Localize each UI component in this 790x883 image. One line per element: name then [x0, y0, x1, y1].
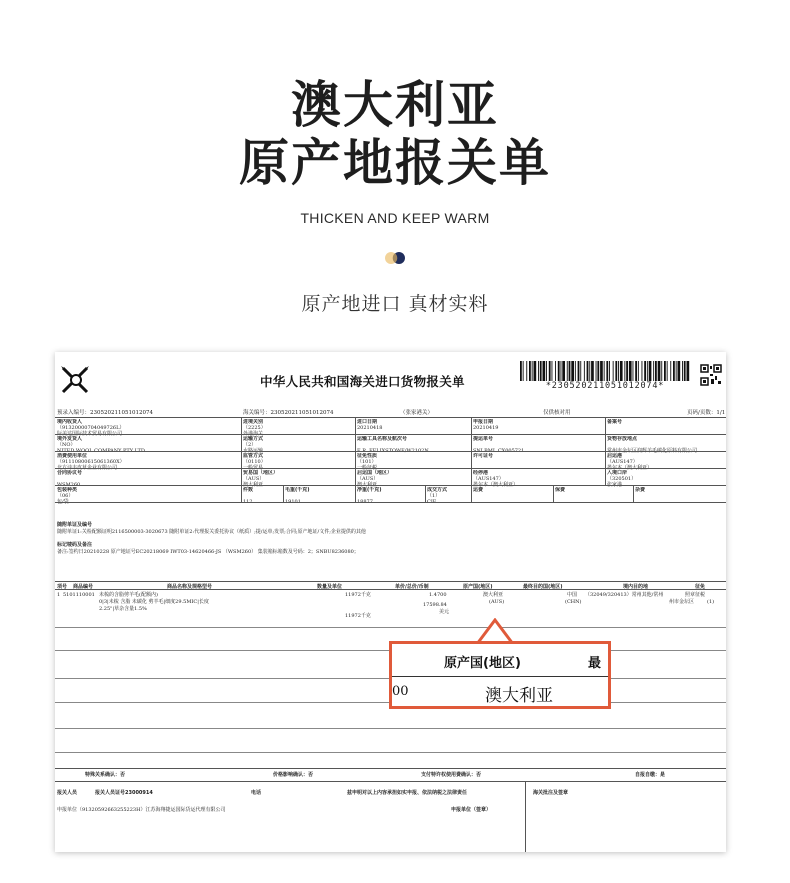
barcode-bar: [615, 361, 617, 381]
barcode-bar: [635, 361, 637, 381]
divider: [55, 627, 726, 628]
grid-cell-label: 境内收货人: [57, 419, 83, 425]
grid-cell-value: 墨尔本（澳大利亚）: [607, 465, 653, 471]
goods-header-destination: 最终目的国(地区): [523, 584, 563, 590]
grid-cell-label: 净重(千克): [357, 487, 382, 493]
callout-origin-value: 澳大利亚: [485, 686, 553, 706]
grid-cell-code: 20210419: [473, 425, 499, 431]
grid-cell-value: 外港海关: [243, 431, 264, 437]
declarant: 报关人员: [57, 790, 78, 796]
grid-column-line: [241, 485, 242, 502]
grid-cell-value: 澳大利亚: [357, 482, 378, 488]
goods-domestic-dest-2: 州市金坛区: [669, 599, 695, 605]
barcode-bar: [655, 361, 657, 381]
origin-callout: [389, 641, 611, 709]
barcode-bar: [613, 361, 614, 381]
attached-documents-text: 随附单证1:关检配额证明2116500003-3020673 随附单证2:代理报关委托协议（纸质）;提/运单;发票;合同;原产地证/文件;企业提供的其他: [57, 528, 366, 535]
barcode-bar: [526, 361, 527, 381]
grid-cell-label: 保费: [555, 487, 566, 493]
callout-left-value: 00: [392, 684, 409, 699]
grid-cell-value: 北方诗丰皮草企业有限公司: [57, 465, 118, 471]
marks-label: 标记唛码及备注: [57, 542, 93, 548]
grid-cell-label: 消费使用单位: [57, 453, 88, 459]
grid-column-line: [283, 485, 284, 502]
grid-cell-code: （NO）: [57, 442, 76, 448]
goods-item-number: 1: [57, 592, 61, 598]
attached-documents: [57, 522, 366, 535]
grid-row-line: [55, 451, 726, 452]
declarant-number: 报关人员证号23000914: [95, 790, 153, 796]
grid-cell-code: （91110800615061360X）: [57, 459, 125, 465]
grid-cell-code: （AUS147）: [607, 459, 638, 465]
grid-cell: [473, 419, 605, 431]
grid-cell: [357, 419, 471, 431]
barcode-bar: [629, 361, 632, 381]
grid-row-line: [55, 434, 726, 435]
grid-column-line: [425, 485, 426, 502]
barcode-bar: [596, 361, 597, 381]
barcode-bar: [578, 361, 580, 381]
grid-cell-value: 澳大利亚: [243, 482, 264, 488]
barcode-bar: [664, 361, 666, 381]
goods-header-item: 项号: [57, 584, 68, 590]
barcode-bar: [661, 361, 662, 381]
barcode-bar: [591, 361, 594, 381]
declare-unit: 申报单位（91320592663255223H）江苏海翔捷运国际货运代理有限公司: [57, 807, 226, 813]
customs-declaration-document: [55, 352, 726, 852]
barcode-bar: [687, 361, 690, 381]
goods-header-tax: 征免: [695, 584, 706, 590]
barcode-number: *230520211051012074*: [545, 381, 665, 391]
barcode-bar: [549, 361, 551, 381]
grid-cell-code: （0110）: [243, 459, 266, 465]
grid-cell-label: 许可证号: [473, 453, 494, 459]
grid-cell-value: 19101: [285, 499, 301, 505]
pre-entry-number: 预录入编号：230520211051012074: [57, 410, 153, 416]
grid-cell-value: CIF: [427, 499, 437, 505]
barcode-bar: [558, 361, 560, 381]
barcode-bar: [546, 361, 547, 381]
grid-cell-label: 成交方式: [427, 487, 448, 493]
goods-total-price: 17598.84: [423, 602, 447, 608]
grid-column-line: [633, 485, 634, 502]
divider: [55, 728, 726, 729]
barcode-bar: [670, 361, 671, 381]
page-title-line2: 原产地报关单: [239, 134, 551, 192]
grid-cell-label: 运输方式: [243, 436, 264, 442]
grid-cell-label: 入境口岸: [607, 470, 628, 476]
grid-cell-label: 杂费: [635, 487, 646, 493]
grid-cell-label: 进境关别: [243, 419, 264, 425]
legal-statement: 兹申明对以上内容承担如实申报、依法纳税之法律责任: [347, 790, 468, 796]
barcode-bar: [678, 361, 681, 381]
grid-cell-label: 启运港: [607, 453, 623, 459]
grid-column-line: [471, 468, 472, 485]
grid-cell-label: 进口日期: [357, 419, 378, 425]
barcode-bar: [676, 361, 677, 381]
grid-cell-value: 墨尔本（澳大利亚）: [473, 482, 519, 488]
grid-cell-label: 贸易国（地区）: [243, 470, 279, 476]
grid-column-line: [471, 417, 472, 434]
barcode-bar: [538, 361, 539, 381]
barcode-bar: [682, 361, 683, 381]
goods-tax-mode: 照章征税: [685, 592, 706, 598]
grid-cell-code: 20210418: [357, 425, 383, 431]
barcode-bar: [649, 361, 652, 381]
grid-cell-value: 际美达国际技术贸易有限公司: [57, 431, 123, 437]
grid-column-line: [605, 468, 606, 485]
divider: [55, 781, 726, 782]
grid-row-line: [55, 468, 726, 469]
grid-cell-code: （101）: [357, 459, 377, 465]
grid-cell: [555, 487, 633, 499]
grid-cell-value: 包/袋: [57, 499, 69, 505]
grid-cell-code: （91320000704049726L）: [57, 425, 125, 431]
barcode-bar: [532, 361, 533, 381]
grid-cell-label: 申报日期: [473, 419, 494, 425]
grid-cell-code: （2225）: [243, 425, 266, 431]
barcode-bar: [575, 361, 576, 381]
goods-destination-code: (CHN): [565, 599, 582, 605]
grid-column-line: [471, 434, 472, 451]
grid-cell-value: 一般征税: [357, 465, 378, 471]
divider: [55, 752, 726, 753]
customs-number: 海关编号：230520211051012074: [243, 410, 334, 416]
grid-column-line: [355, 451, 356, 468]
grid-cell-value: 18877: [357, 499, 373, 505]
declare-stamp: 申报单位（签章）: [451, 807, 492, 813]
page-count: 页码/页数：1/1: [687, 410, 726, 416]
marks-text: 备注:签约日20210228 原产地证号EC20218069 IWT03-14620466-JS （WSM260） 集装箱标箱数及号码：2；SNBU8236080；: [57, 548, 359, 555]
grid-cell-label: 件数: [243, 487, 254, 493]
tagline: 原产地进口 真材实料: [301, 293, 489, 315]
goods-header-name: 商品名称及规格型号: [167, 584, 213, 590]
grid-row-line: [55, 417, 726, 418]
divider: [525, 781, 526, 852]
barcode-bar: [540, 361, 542, 381]
grid-cell-label: 征免性质: [357, 453, 378, 459]
grid-column-line: [605, 434, 606, 451]
grid-cell-label: 合同协议号: [57, 470, 83, 476]
barcode-bar: [569, 361, 571, 381]
grid-cell-label: 提运单号: [473, 436, 494, 442]
phone: 电话: [251, 790, 262, 796]
grid-cell-label: 包装种类: [57, 487, 78, 493]
barcode-bar: [561, 361, 562, 381]
barcode-bar: [520, 361, 522, 381]
goods-header-code: 商品编号: [73, 584, 94, 590]
grid-column-line: [471, 485, 472, 502]
goods-header-price: 单价/总价/币制: [395, 584, 429, 590]
grid-cell-label: 运费: [473, 487, 484, 493]
grid-column-line: [355, 485, 356, 502]
grid-cell-label: 运输工具名称及航次号: [357, 436, 408, 442]
barcode-bar: [604, 361, 605, 381]
grid-cell-value: E.R. FELIXSTOWE/W2102N: [357, 448, 429, 454]
barcode-bar: [597, 361, 599, 381]
grid-column-line: [355, 468, 356, 485]
goods-header-origin: 原产国(地区): [463, 584, 493, 590]
goods-domestic-dest-1: （32049/320413）常州其他/常州: [585, 592, 664, 598]
grid-column-line: [241, 451, 242, 468]
grid-cell: [473, 453, 605, 465]
goods-destination: 中国: [567, 592, 578, 598]
customs-note: 海关批注及签章: [533, 790, 569, 796]
barcode-bar: [618, 361, 619, 381]
goods-header-quantity: 数量及单位: [317, 584, 343, 590]
grid-cell-label: 经停港: [473, 470, 489, 476]
grid-cell-code: （2）: [243, 442, 257, 448]
grid-column-line: [241, 468, 242, 485]
grid-column-line: [553, 485, 554, 502]
grid-cell-label: 启运国（地区）: [357, 470, 393, 476]
barcode-bar: [606, 361, 608, 381]
barcode-icon: [520, 361, 690, 381]
barcode-bar: [600, 361, 603, 381]
grid-cell: [473, 487, 553, 499]
barcode-bar: [552, 361, 553, 381]
divider: [55, 768, 726, 769]
verification-note: 仅供核对用: [543, 410, 571, 416]
goods-name-line1: 未梳的含脂剪羊毛(配额内): [99, 592, 158, 598]
decorative-dots-icon: [383, 251, 407, 265]
barcode-bar: [667, 361, 668, 381]
grid-cell-value: 一般贸易: [243, 465, 264, 471]
grid-column-line: [471, 451, 472, 468]
grid-cell-code: （320501）: [607, 476, 637, 482]
goods-quantity-1: 11972千克: [345, 592, 371, 598]
self-declare-confirm: 自报自缴：是: [635, 772, 666, 778]
grid-cell-value: NITED WOOL COMPANY PTY LTD: [57, 448, 145, 454]
goods-currency: 美元: [439, 609, 450, 615]
goods-name-line2: 0|3|未梳 含脂 未碳化 剪羊毛|细度29.5MIC|长度: [99, 599, 209, 605]
page-title-line1: 澳大利亚: [291, 76, 499, 134]
barcode-bar: [580, 361, 581, 381]
barcode-bar: [644, 361, 646, 381]
goods-tax-code: (1): [707, 599, 715, 605]
goods-unit-price: 1.4700: [429, 592, 447, 598]
grid-cell-label: 备案号: [607, 419, 623, 425]
barcode-bar: [653, 361, 654, 381]
barcode-bar: [626, 361, 628, 381]
royalty-confirm: 支付特许权使用费确认：否: [421, 772, 482, 778]
grid-column-line: [605, 417, 606, 434]
barcode-bar: [673, 361, 675, 381]
grid-row-line: [55, 485, 726, 486]
subtitle-english: THICKEN AND KEEP WARM: [300, 210, 490, 226]
barcode-bar: [647, 361, 648, 381]
grid-cell-label: 境外发货人: [57, 436, 83, 442]
callout-divider: [392, 676, 608, 677]
goods-origin: 澳大利亚: [483, 592, 504, 598]
grid-cell-value: WSM260: [57, 482, 81, 488]
qr-code-icon: [700, 364, 722, 386]
grid-cell: [607, 419, 726, 431]
goods-header-domestic: 境内目的地: [623, 584, 649, 590]
grid-cell-code: （AUS147）: [473, 476, 504, 482]
price-impact-confirm: 价格影响确认：否: [273, 772, 314, 778]
grid-cell-code: （06）: [57, 493, 74, 499]
barcode-bar: [543, 361, 546, 381]
callout-next-header: 最: [588, 656, 602, 671]
barcode-bar: [571, 361, 574, 381]
barcode-bar: [642, 361, 643, 381]
customs-port-note: （张家港关）: [400, 410, 434, 416]
goods-table-header: [55, 581, 726, 590]
barcode-bar: [555, 361, 556, 381]
grid-column-line: [355, 417, 356, 434]
barcode-bar: [523, 361, 524, 381]
grid-cell-value: 张家港: [607, 482, 623, 488]
barcode-bar: [529, 361, 531, 381]
goods-code: 5101110001: [63, 592, 95, 598]
grid-row-line: [55, 502, 726, 503]
grid-column-line: [241, 417, 242, 434]
barcode-bar: [638, 361, 639, 381]
barcode-bar: [620, 361, 623, 381]
callout-origin-header: 原产国(地区): [444, 656, 521, 671]
grid-cell-code: （1）: [427, 493, 441, 499]
marks-remarks: [57, 542, 359, 555]
special-relation-confirm: 特殊关系确认：否: [85, 772, 126, 778]
grid-cell-label: 货物存放地点: [607, 436, 638, 442]
goods-origin-code: (AUS): [489, 599, 505, 605]
customs-emblem-icon: [59, 364, 93, 396]
barcode-bar: [633, 361, 634, 381]
goods-quantity-2: 11972千克: [345, 613, 371, 619]
barcode-bar: [562, 361, 565, 381]
document-title: 中华人民共和国海关进口货物报关单: [260, 374, 465, 389]
grid-cell-label: 监管方式: [243, 453, 264, 459]
barcode-bar: [609, 361, 610, 381]
barcode-bar: [684, 361, 686, 381]
grid-cell-code: （AUS）: [243, 476, 265, 482]
barcode-bar: [534, 361, 537, 381]
barcode-bar: [567, 361, 568, 381]
grid-column-line: [605, 451, 606, 468]
grid-cell-value: 112: [243, 499, 253, 505]
grid-cell: [635, 487, 726, 499]
grid-column-line: [241, 434, 242, 451]
grid-cell-label: 毛重(千克): [285, 487, 310, 493]
grid-column-line: [355, 434, 356, 451]
goods-name-line3: 2.25"|草杂含量1.5%: [99, 606, 147, 612]
attached-documents-label: 随附单证及编号: [57, 522, 93, 528]
barcode-bar: [589, 361, 590, 381]
barcode-bar: [624, 361, 625, 381]
grid-cell-value: 水路运输: [243, 448, 264, 454]
grid-cell-value: SNLBML CX005721: [473, 448, 525, 454]
grid-cell-value: 常州市金坛区润辉羊毛碳化原料有限公司: [607, 448, 698, 454]
barcode-bar: [658, 361, 661, 381]
barcode-bar: [584, 361, 585, 381]
grid-cell-code: （AUS）: [357, 476, 379, 482]
barcode-bar: [587, 361, 589, 381]
